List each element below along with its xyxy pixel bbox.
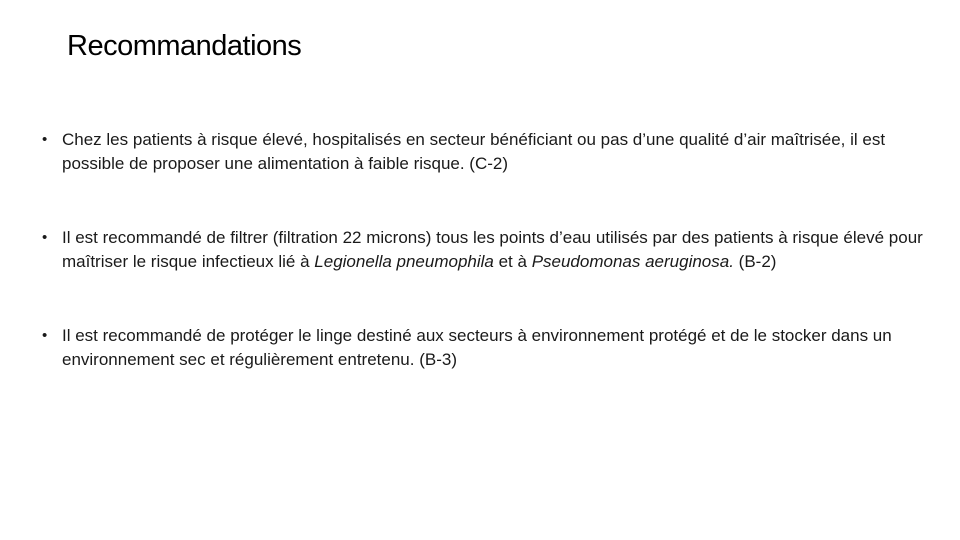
slide-title: Recommandations — [67, 30, 302, 62]
bullet-text: Il est recommandé de protéger le linge destiné aux secteurs à environnement protégé et de le stocker dans un environnement sec et régulièrement entretenu. (B-3) — [62, 326, 892, 369]
bullet-dot-icon: • — [42, 327, 48, 344]
bullet-list — [40, 128, 940, 372]
bullet-text: Il est recommandé de filtrer (filtration 22 microns) tous les points d’eau utilisés par des patients à risque élevé pour maîtriser le risque infectieux lié à — [62, 228, 923, 271]
bullet-text: et à — [493, 252, 532, 271]
bullet-dot-icon: • — [42, 131, 48, 148]
grade-label: (B-2) — [733, 252, 777, 271]
bullet-text: Chez les patients à risque élevé, hospitalisés en secteur bénéficiant ou pas d’une qualité d’air maîtrisée, il est possible de proposer une alimentation à faible risque. (C-2) — [62, 130, 886, 173]
species-name: Pseudomonas aeruginosa. — [531, 252, 734, 271]
bullet-item — [40, 128, 940, 176]
species-name: Legionella pneumophila — [314, 252, 494, 271]
bullet-item — [40, 324, 940, 372]
bullet-dot-icon: • — [42, 229, 48, 246]
bullet-item — [40, 226, 940, 274]
